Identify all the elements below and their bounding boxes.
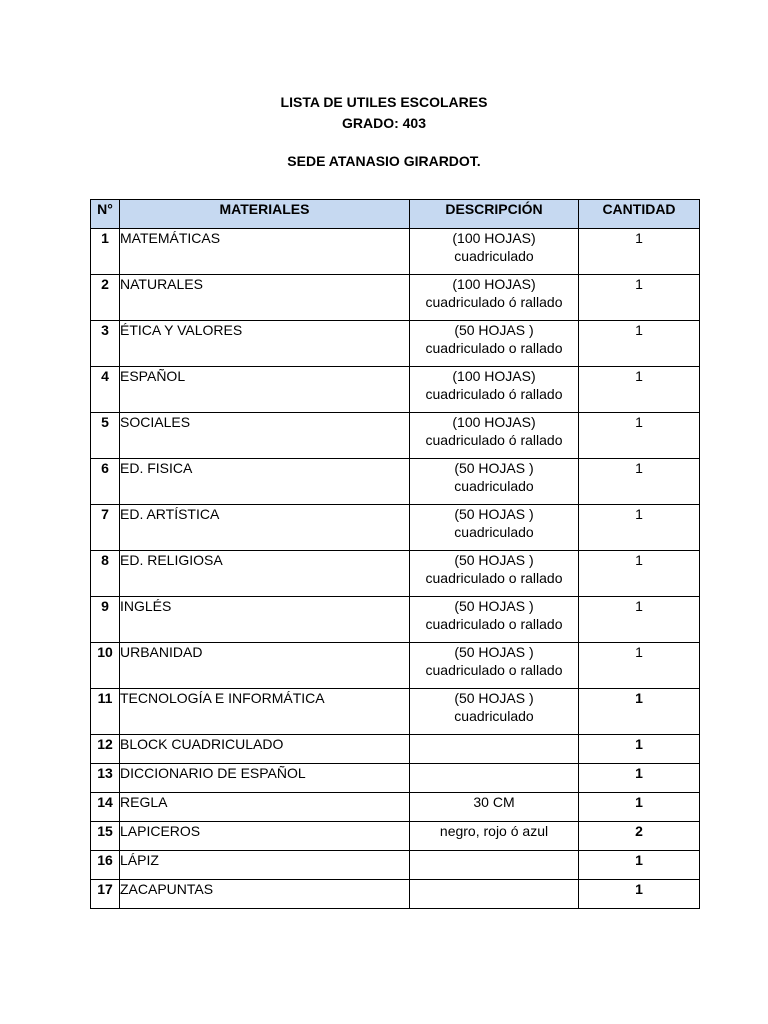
row-number: 11 <box>91 689 120 735</box>
row-number: 13 <box>91 764 120 793</box>
description-cell <box>410 735 579 764</box>
row-number: 6 <box>91 459 120 505</box>
supplies-table <box>90 199 700 909</box>
quantity-cell: 1 <box>579 851 700 880</box>
material-cell: ED. ARTÍSTICA <box>120 505 410 551</box>
quantity-cell: 1 <box>579 413 700 459</box>
quantity-cell: 1 <box>579 229 700 275</box>
row-number: 17 <box>91 880 120 909</box>
material-cell: ED. RELIGIOSA <box>120 551 410 597</box>
material-cell: NATURALES <box>120 275 410 321</box>
table-row <box>91 367 700 413</box>
quantity-cell: 1 <box>579 764 700 793</box>
description-line: cuadriculado <box>454 524 534 540</box>
table-row <box>91 597 700 643</box>
row-number: 10 <box>91 643 120 689</box>
description-line: 30 CM <box>473 794 515 810</box>
table-row <box>91 229 700 275</box>
material-cell: LÁPIZ <box>120 851 410 880</box>
description-line: cuadriculado o rallado <box>425 616 563 632</box>
material-cell: ESPAÑOL <box>120 367 410 413</box>
table-body <box>91 229 700 909</box>
header-materials: MATERIALES <box>120 200 410 229</box>
quantity-cell: 1 <box>579 735 700 764</box>
description-line: negro, rojo ó azul <box>439 823 549 839</box>
table-row <box>91 413 700 459</box>
description-line: cuadriculado ó rallado <box>425 386 563 402</box>
description-cell <box>410 689 579 735</box>
description-line: (100 HOJAS) <box>452 368 536 384</box>
description-line: (50 HOJAS ) <box>454 690 534 706</box>
header-quantity: CANTIDAD <box>579 200 700 229</box>
description-cell <box>410 880 579 909</box>
header-num: N° <box>91 200 120 229</box>
quantity-cell: 1 <box>579 505 700 551</box>
description-cell <box>410 764 579 793</box>
quantity-cell: 1 <box>579 321 700 367</box>
row-number: 16 <box>91 851 120 880</box>
quantity-cell: 1 <box>579 643 700 689</box>
row-number: 5 <box>91 413 120 459</box>
description-cell <box>410 275 579 321</box>
row-number: 3 <box>91 321 120 367</box>
table-row <box>91 551 700 597</box>
table-row <box>91 735 700 764</box>
material-cell: ZACAPUNTAS <box>120 880 410 909</box>
description-cell <box>410 505 579 551</box>
table-header-row <box>91 200 700 229</box>
quantity-cell: 1 <box>579 597 700 643</box>
table-row <box>91 764 700 793</box>
description-cell <box>410 459 579 505</box>
row-number: 8 <box>91 551 120 597</box>
table-row <box>91 851 700 880</box>
table-row <box>91 275 700 321</box>
document-title: LISTA DE UTILES ESCOLARES <box>280 94 488 110</box>
description-cell <box>410 822 579 851</box>
material-cell: REGLA <box>120 793 410 822</box>
material-cell: DICCIONARIO DE ESPAÑOL <box>120 764 410 793</box>
description-line: (50 HOJAS ) <box>454 598 534 614</box>
quantity-cell: 1 <box>579 367 700 413</box>
description-line: cuadriculado <box>454 708 534 724</box>
row-number: 14 <box>91 793 120 822</box>
material-cell: MATEMÁTICAS <box>120 229 410 275</box>
description-line: (50 HOJAS ) <box>454 644 534 660</box>
description-line: cuadriculado o rallado <box>425 570 563 586</box>
table-row <box>91 689 700 735</box>
quantity-cell: 2 <box>579 822 700 851</box>
description-cell <box>410 793 579 822</box>
description-line: cuadriculado ó rallado <box>425 432 563 448</box>
quantity-cell: 1 <box>579 459 700 505</box>
header-description: DESCRIPCIÓN <box>410 200 579 229</box>
description-cell <box>410 643 579 689</box>
row-number: 15 <box>91 822 120 851</box>
material-cell: SOCIALES <box>120 413 410 459</box>
description-line: (100 HOJAS) <box>452 414 536 430</box>
quantity-cell: 1 <box>579 689 700 735</box>
material-cell: BLOCK CUADRICULADO <box>120 735 410 764</box>
description-cell <box>410 321 579 367</box>
description-line: cuadriculado o rallado <box>425 340 563 356</box>
row-number: 1 <box>91 229 120 275</box>
table-row <box>91 505 700 551</box>
description-line: (50 HOJAS ) <box>454 552 534 568</box>
description-cell <box>410 413 579 459</box>
description-line: (50 HOJAS ) <box>454 322 534 338</box>
row-number: 4 <box>91 367 120 413</box>
row-number: 9 <box>91 597 120 643</box>
description-cell <box>410 597 579 643</box>
quantity-cell: 1 <box>579 551 700 597</box>
table-row <box>91 793 700 822</box>
material-cell: ED. FISICA <box>120 459 410 505</box>
quantity-cell: 1 <box>579 880 700 909</box>
table-row <box>91 459 700 505</box>
row-number: 2 <box>91 275 120 321</box>
material-cell: URBANIDAD <box>120 643 410 689</box>
material-cell: ÉTICA Y VALORES <box>120 321 410 367</box>
site-label: SEDE ATANASIO GIRARDOT. <box>287 153 481 169</box>
description-line: cuadriculado ó rallado <box>425 294 563 310</box>
description-line: (50 HOJAS ) <box>454 460 534 476</box>
row-number: 7 <box>91 505 120 551</box>
material-cell: LAPICEROS <box>120 822 410 851</box>
table-row <box>91 643 700 689</box>
table-row <box>91 321 700 367</box>
description-line: (100 HOJAS) <box>452 276 536 292</box>
description-line: cuadriculado <box>454 478 534 494</box>
material-cell: TECNOLOGÍA E INFORMÁTICA <box>120 689 410 735</box>
description-cell <box>410 851 579 880</box>
description-line: cuadriculado o rallado <box>425 662 563 678</box>
table-row <box>91 880 700 909</box>
table-row <box>91 822 700 851</box>
quantity-cell: 1 <box>579 275 700 321</box>
description-line: cuadriculado <box>454 248 534 264</box>
row-number: 12 <box>91 735 120 764</box>
description-cell <box>410 229 579 275</box>
description-line: (100 HOJAS) <box>452 230 536 246</box>
description-cell <box>410 551 579 597</box>
description-line: (50 HOJAS ) <box>454 506 534 522</box>
quantity-cell: 1 <box>579 793 700 822</box>
description-cell <box>410 367 579 413</box>
grade-label: GRADO: 403 <box>341 115 427 131</box>
material-cell: INGLÉS <box>120 597 410 643</box>
